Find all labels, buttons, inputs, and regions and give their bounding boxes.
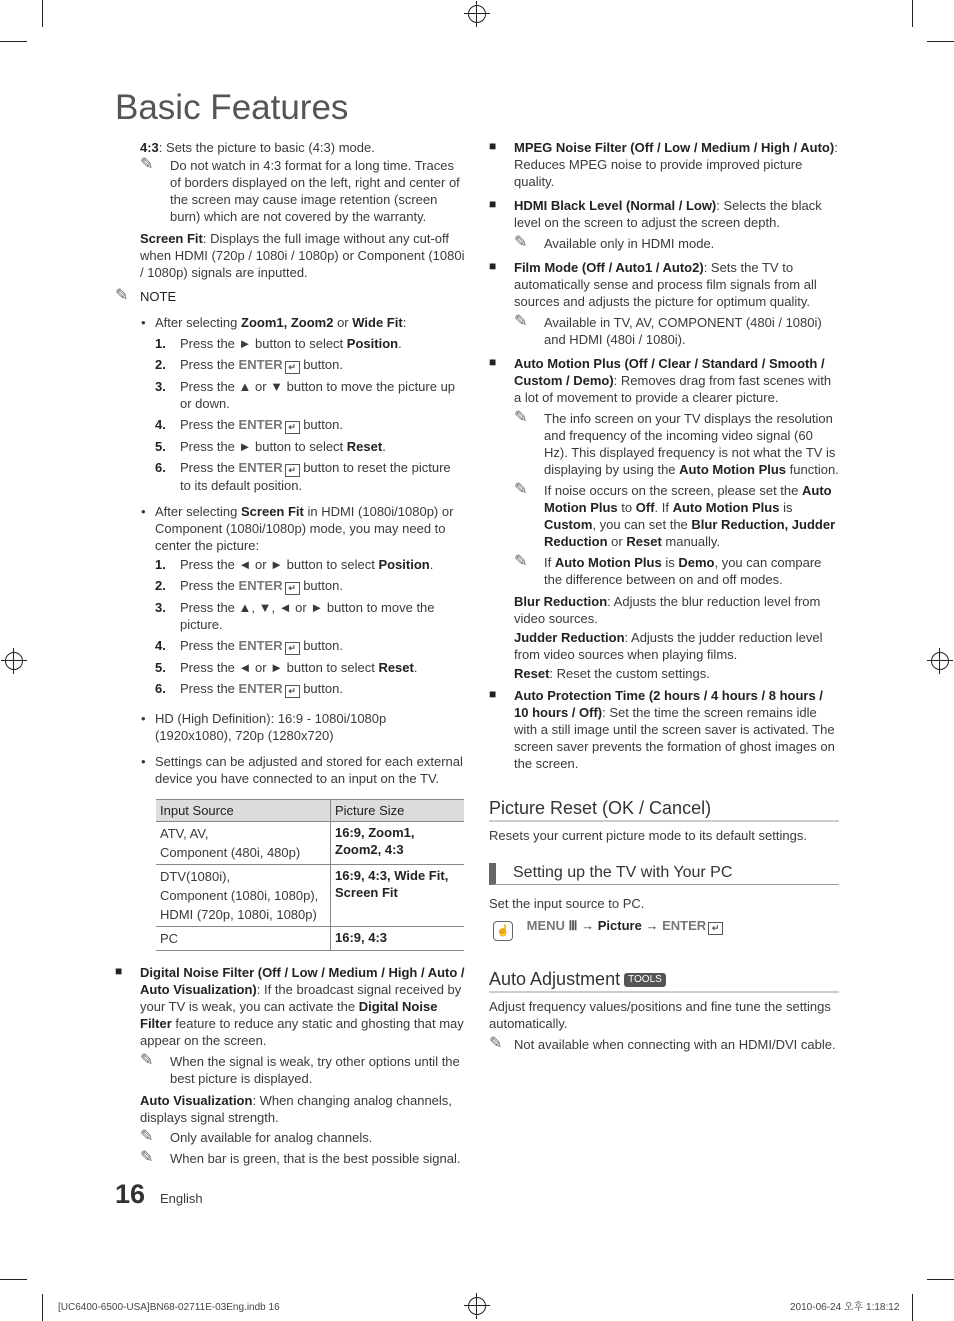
note: ✎ Available only in HDMI mode.: [514, 234, 715, 251]
pencil-icon: ✎: [140, 156, 154, 173]
page-title: Basic Features: [115, 88, 349, 127]
feature-item: ■ Digital Noise Filter (Off / Low / Medium / High / Auto / Auto Visualization): If the broadcast signal received by your TV is weak, you can activate the Digital Noise Filter feature to reduce any static and ghosting that may appear on the screen. ✎ When the signal is weak, try other options until the best picture is displayed. Auto Visualization: When changing analog channels, displays signal strength. ✎ Only available for analog channels. ✎ When bar is green, that is the best possible signal.: [115, 964, 465, 1166]
paragraph-screen-fit: Screen Fit: Displays the full image without any cut-off when HDMI (720p / 1080i / 1080p) or Component (1080i / 1080p) signals are inputted.: [140, 231, 465, 280]
registration-mark-icon: [5, 652, 23, 670]
page-language: English: [160, 1191, 203, 1206]
crop-mark: [927, 1279, 954, 1280]
crop-mark: [42, 0, 43, 27]
registration-mark-icon: [468, 5, 486, 23]
section-heading-picture-reset: Picture Reset (OK / Cancel): [489, 797, 839, 822]
table-row: PC 16:9, 4:3: [156, 927, 464, 951]
pencil-icon: ✎: [140, 1149, 154, 1166]
table-row: DTV(1080i), Component (1080i, 1080p), HDMI (720p, 1080i, 1080p) 16:9, 4:3, Wide Fit, Screen Fit: [156, 865, 464, 927]
table-header: Picture Size: [331, 800, 465, 822]
step-item: 3. Press the ▲ or ▼ button to move the picture up or down.: [155, 379, 456, 411]
crop-mark: [42, 1294, 43, 1321]
note: ✎ Only available for analog channels.: [140, 1128, 373, 1145]
tools-badge: TOOLS: [624, 973, 666, 987]
registration-mark-icon: [931, 652, 949, 670]
pencil-icon: ✎: [489, 1035, 503, 1052]
step-item: 4. Press the ENTER ↵ button.: [155, 417, 343, 432]
paragraph: Set the input source to PC.: [489, 896, 645, 911]
crop-mark: [912, 0, 913, 27]
pencil-icon: ✎: [140, 1052, 154, 1069]
paragraph-43: 4:3: Sets the picture to basic (4:3) mode.: [140, 140, 375, 155]
pencil-icon: ✎: [514, 313, 528, 330]
feature-item: ■ Film Mode (Off / Auto1 / Auto2): Sets the TV to automatically sense and process film signals from all sources and adjusts the picture for optimum quality. ✎ Available in TV, AV, COMPONENT (480i / 1080i) and HDMI (480i / 1080i).: [489, 259, 839, 348]
step-item: 4. Press the ENTER ↵ button.: [155, 638, 343, 653]
crop-mark: [0, 1279, 27, 1280]
table-header: Input Source: [156, 800, 331, 822]
enter-icon: ↵: [708, 922, 723, 935]
step-item: 2. Press the ENTER ↵ button.: [155, 357, 343, 372]
paragraph: Adjust frequency values/positions and fine tune the settings automatically.: [489, 999, 831, 1031]
enter-icon: ↵: [285, 685, 300, 698]
feature-item: ■ MPEG Noise Filter (Off / Low / Medium / High / Auto): Reduces MPEG noise to provide improved picture quality.: [489, 139, 838, 189]
step-item: 2. Press the ENTER ↵ button.: [155, 578, 343, 593]
crop-mark: [0, 41, 27, 42]
pencil-icon: ✎: [514, 409, 528, 426]
note: ✎ Do not watch in 4:3 format for a long time. Traces of borders displayed on the left, right and center of the screen may cause image retention (screen burn) which are not covered by the warranty.: [140, 156, 460, 224]
crop-mark: [912, 1294, 913, 1321]
pencil-icon: ✎: [140, 1128, 154, 1145]
pencil-icon: ✎: [514, 553, 528, 570]
feature-item: ■ Auto Protection Time (2 hours / 4 hours / 8 hours / 10 hours / Off): Set the time the screen remains idle with a still image until the screen saver is activated. The screen saver prevents the formation of ghost images on the screen.: [489, 687, 835, 771]
page-number: 16: [115, 1179, 146, 1209]
picture-size-table: [156, 799, 464, 951]
enter-icon: ↵: [285, 582, 300, 595]
registration-mark-icon: [468, 1297, 486, 1315]
footer-file-info: [UC6400-6500-USA]BN68-02711E-03Eng.indb 16: [58, 1302, 280, 1313]
paragraph: Resets your current picture mode to its default settings.: [489, 828, 807, 843]
pencil-icon: ✎: [115, 287, 129, 304]
note: ✎ When bar is green, that is the best possible signal.: [140, 1149, 461, 1166]
step-item: 1. Press the ◄ or ► button to select Position.: [155, 557, 434, 572]
pencil-icon: ✎: [514, 234, 528, 251]
enter-icon: ↵: [285, 361, 300, 374]
enter-icon: ↵: [285, 642, 300, 655]
note: ✎ If Auto Motion Plus is Demo, you can compare the difference between on and off modes.: [514, 553, 822, 587]
note: ✎ Available in TV, AV, COMPONENT (480i / 1080i) and HDMI (480i / 1080i).: [514, 313, 822, 347]
enter-icon: ↵: [285, 464, 300, 477]
note-heading: ✎ NOTE: [115, 287, 177, 304]
step-item: 6. Press the ENTER ↵ button to reset the picture to its default position.: [155, 460, 451, 493]
left-column: [115, 139, 465, 1167]
section-heading-auto-adjustment: Auto Adjustment TOOLS: [489, 968, 839, 993]
bullet-item: • After selecting Screen Fit in HDMI (1080i/1080p) or Component (1080i/1080p) mode, you may need to center the picture: 1. Press the ◄ or ► button to select Position. 2. Press the ENTER ↵ button. 3. Press the ▲, ▼, ◄ or ► button to move the picture. 4. Press the ENTER ↵ button. 5. Press the ◄ or ► button to select Reset. 6. Press the ENTER ↵ button.: [140, 503, 465, 698]
bullet-item: • Settings can be adjusted and stored for each external device you have connected to an input on the TV.: [141, 754, 463, 786]
table-row: ATV, AV, Component (480i, 480p) 16:9, Zoom1, Zoom2, 4:3: [156, 822, 464, 865]
crop-mark: [927, 41, 954, 42]
step-item: 3. Press the ▲, ▼, ◄ or ► button to move the picture.: [155, 600, 435, 632]
bullet-item: • HD (High Definition): 16:9 - 1080i/1080p (1920x1080), 720p (1280x720): [141, 711, 387, 743]
note: ✎ If noise occurs on the screen, please set the Auto Motion Plus to Off. If Auto Motion Plus is Custom, you can set the Blur Reduction, Judder Reduction or Reset manually.: [514, 481, 836, 549]
note: ✎ The info screen on your TV displays the resolution and frequency of the incoming video signal (60 Hz). This displayed frequency is not what the TV is displaying by using the Auto Motion Plus function.: [514, 409, 839, 477]
feature-item: ■ Auto Motion Plus (Off / Clear / Standard / Smooth / Custom / Demo): Removes drag from fast scenes with a lot of movement to provide a clearer picture. ✎ The info screen on your TV displays the resolution and frequency of the incoming video signal (60 Hz). This displayed frequency is not what the TV is displaying by using the Auto Motion Plus function. ✎ If noise occurs on the screen, please set the Auto Motion Plus to Off. If Auto Motion Plus is Custom, you can set the Blur Reduction, Judder Reduction or Reset manually. ✎ If Auto Motion Plus is Demo, you can compare the difference between on and off modes. Blur Reduction: Adjusts the blur reduction level from video sources. Judder Reduction: Adjusts the judder reduction level from video sources when playing films. Reset: Reset the custom settings.: [489, 355, 839, 681]
step-item: 5. Press the ► button to select Reset.: [155, 439, 386, 454]
right-column: [489, 139, 839, 1053]
step-item: 6. Press the ENTER ↵ button.: [155, 681, 343, 696]
pencil-icon: ✎: [514, 481, 528, 498]
remote-hand-icon: ☝: [493, 921, 513, 941]
step-item: 1. Press the ► button to select Position.: [155, 336, 402, 351]
menu-icon: Ⅲ: [568, 919, 578, 934]
note: ✎ Not available when connecting with an HDMI/DVI cable.: [489, 1035, 836, 1052]
step-item: 5. Press the ◄ or ► button to select Reset.: [155, 660, 418, 675]
note: ✎ When the signal is weak, try other options until the best picture is displayed.: [140, 1052, 460, 1086]
enter-icon: ↵: [285, 421, 300, 434]
footer-timestamp: 2010-06-24 오후 1:18:12: [790, 1302, 900, 1313]
bullet-item: • After selecting Zoom1, Zoom2 or Wide Fit: 1. Press the ► button to select Position. 2. Press the ENTER ↵ button. 3. Press the ▲ or ▼ button to move the picture up or down. 4. Press the ENTER ↵ button. 5. Press the ► button to select Reset. 6. Press the ENTER ↵ button to reset the picture to its default position.: [140, 314, 465, 494]
section-heading-pc-setup: Setting up the TV with Your PC: [489, 863, 839, 885]
feature-item: ■ HDMI Black Level (Normal / Low): Selects the black level on the screen to adjust the screen depth. ✎ Available only in HDMI mode.: [489, 197, 839, 252]
menu-path: ☝ MENU Ⅲ → Picture → ENTER ↵: [489, 917, 839, 941]
